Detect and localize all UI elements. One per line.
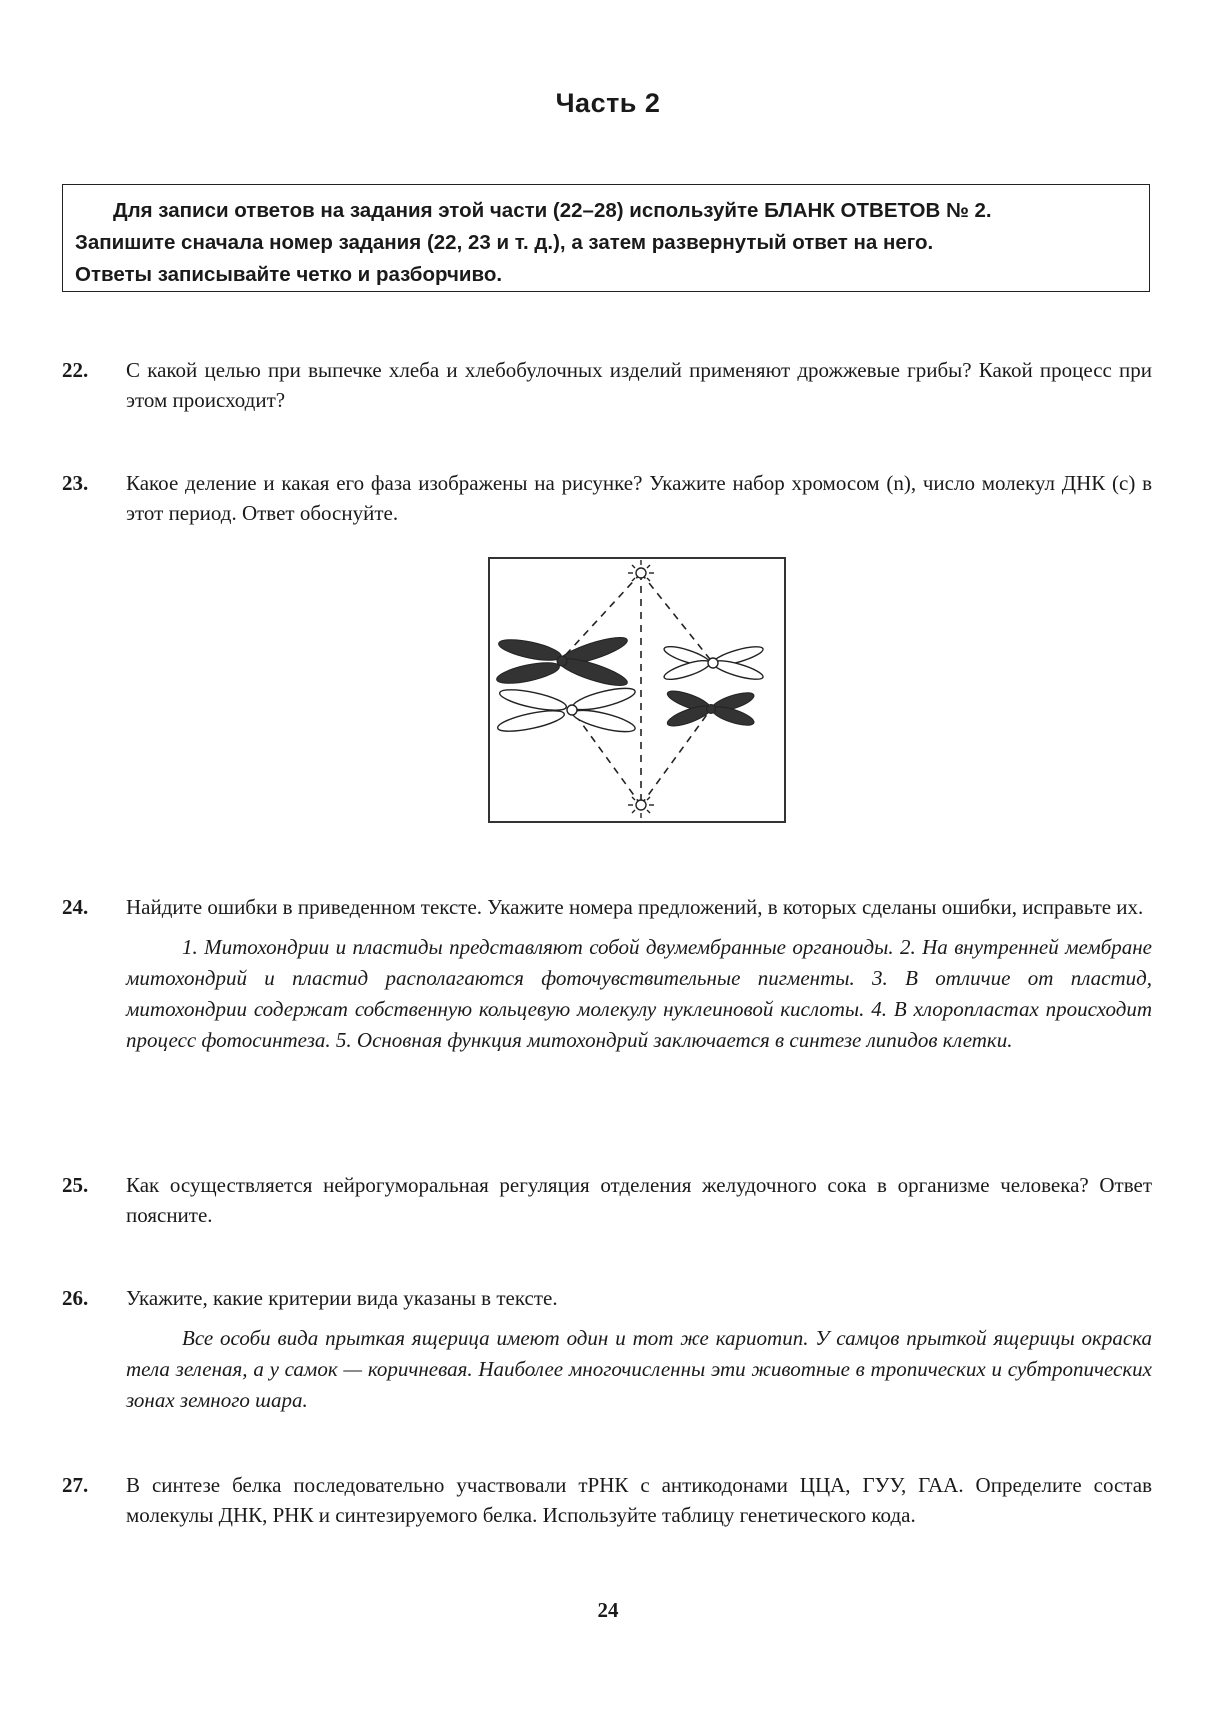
task-number: 24. [62, 895, 89, 919]
task-24 [62, 892, 1152, 1056]
instructions-line-1: Для записи ответов на задания этой части (22–28) используйте БЛАНК ОТВЕТОВ № 2. [113, 199, 992, 222]
cell-division-figure [488, 557, 786, 823]
task-text: В синтезе белка последовательно участвовали тРНК с антикодонами ЦЦА, ГУУ, ГАА. Определите состав молекулы ДНК, РНК и синтезируемого белка. Используйте таблицу генетического кода. [126, 1473, 1152, 1527]
task-quote: 1. Митохондрии и пластиды представляют собой двумембранные органоиды. 2. На внутренней мембране митохондрий и пластид располагаются фоточувствительные пигменты. 3. В отличие от пластид, митохондрии содержат собственную кольцевую молекулу нуклеиновой кислоты. 4. В хлоропластах происходит процесс фотосинтеза. 5. Основная функция митохондрий заключается в синтезе липидов клетки. [126, 935, 1152, 1052]
task-text: Какое деление и какая его фаза изображены на рисунке? Укажите набор хромосом (n), число молекул ДНК (с) в этот период. Ответ обоснуйте. [126, 471, 1152, 525]
task-number: 27. [62, 1473, 89, 1497]
task-text: Найдите ошибки в приведенном тексте. Укажите номера предложений, в которых сделаны ошибки, исправьте их. [126, 895, 1144, 919]
task-quote: Все особи вида прыткая ящерица имеют один и тот же кариотип. У самцов прыткой ящерицы окраска тела зеленая, а у самок — коричневая. Наиболее многочисленны эти животные в тропических и субтропических зонах земного шара. [126, 1326, 1152, 1412]
task-25 [62, 1170, 1152, 1230]
task-27 [62, 1470, 1152, 1530]
centriole-top [628, 560, 654, 581]
task-22 [62, 355, 1152, 415]
task-text: Укажите, какие критерии вида указаны в тексте. [126, 1286, 558, 1310]
task-number: 22. [62, 358, 89, 382]
task-number: 26. [62, 1286, 89, 1310]
part-title: Часть 2 [555, 88, 661, 118]
instructions-line-3: Ответы записывайте четко и разборчиво. [75, 263, 503, 286]
instructions-box [62, 184, 1150, 292]
mitosis-illustration [490, 559, 784, 821]
chromosome-large-dark [495, 632, 630, 690]
task-text: С какой целью при выпечке хлеба и хлебобулочных изделий применяют дрожжевые грибы? Какой процесс при этом происходит? [126, 358, 1152, 412]
task-number: 23. [62, 471, 89, 495]
chromosome-small-dark [665, 687, 756, 730]
task-23 [62, 468, 1152, 528]
chromosome-small-light [662, 643, 764, 683]
instructions-line-2: Запишите сначала номер задания (22, 23 и т. д.), а затем развернутый ответ на него. [75, 231, 934, 254]
page-number: 24 [597, 1598, 619, 1622]
task-number: 25. [62, 1173, 89, 1197]
task-text: Как осуществляется нейрогуморальная регуляция отделения желудочного сока в организме человека? Ответ поясните. [126, 1173, 1152, 1227]
chromosome-large-light [496, 684, 637, 736]
spindle-fibers [560, 573, 713, 805]
task-26 [62, 1283, 1152, 1416]
centriole-bottom [628, 797, 654, 818]
